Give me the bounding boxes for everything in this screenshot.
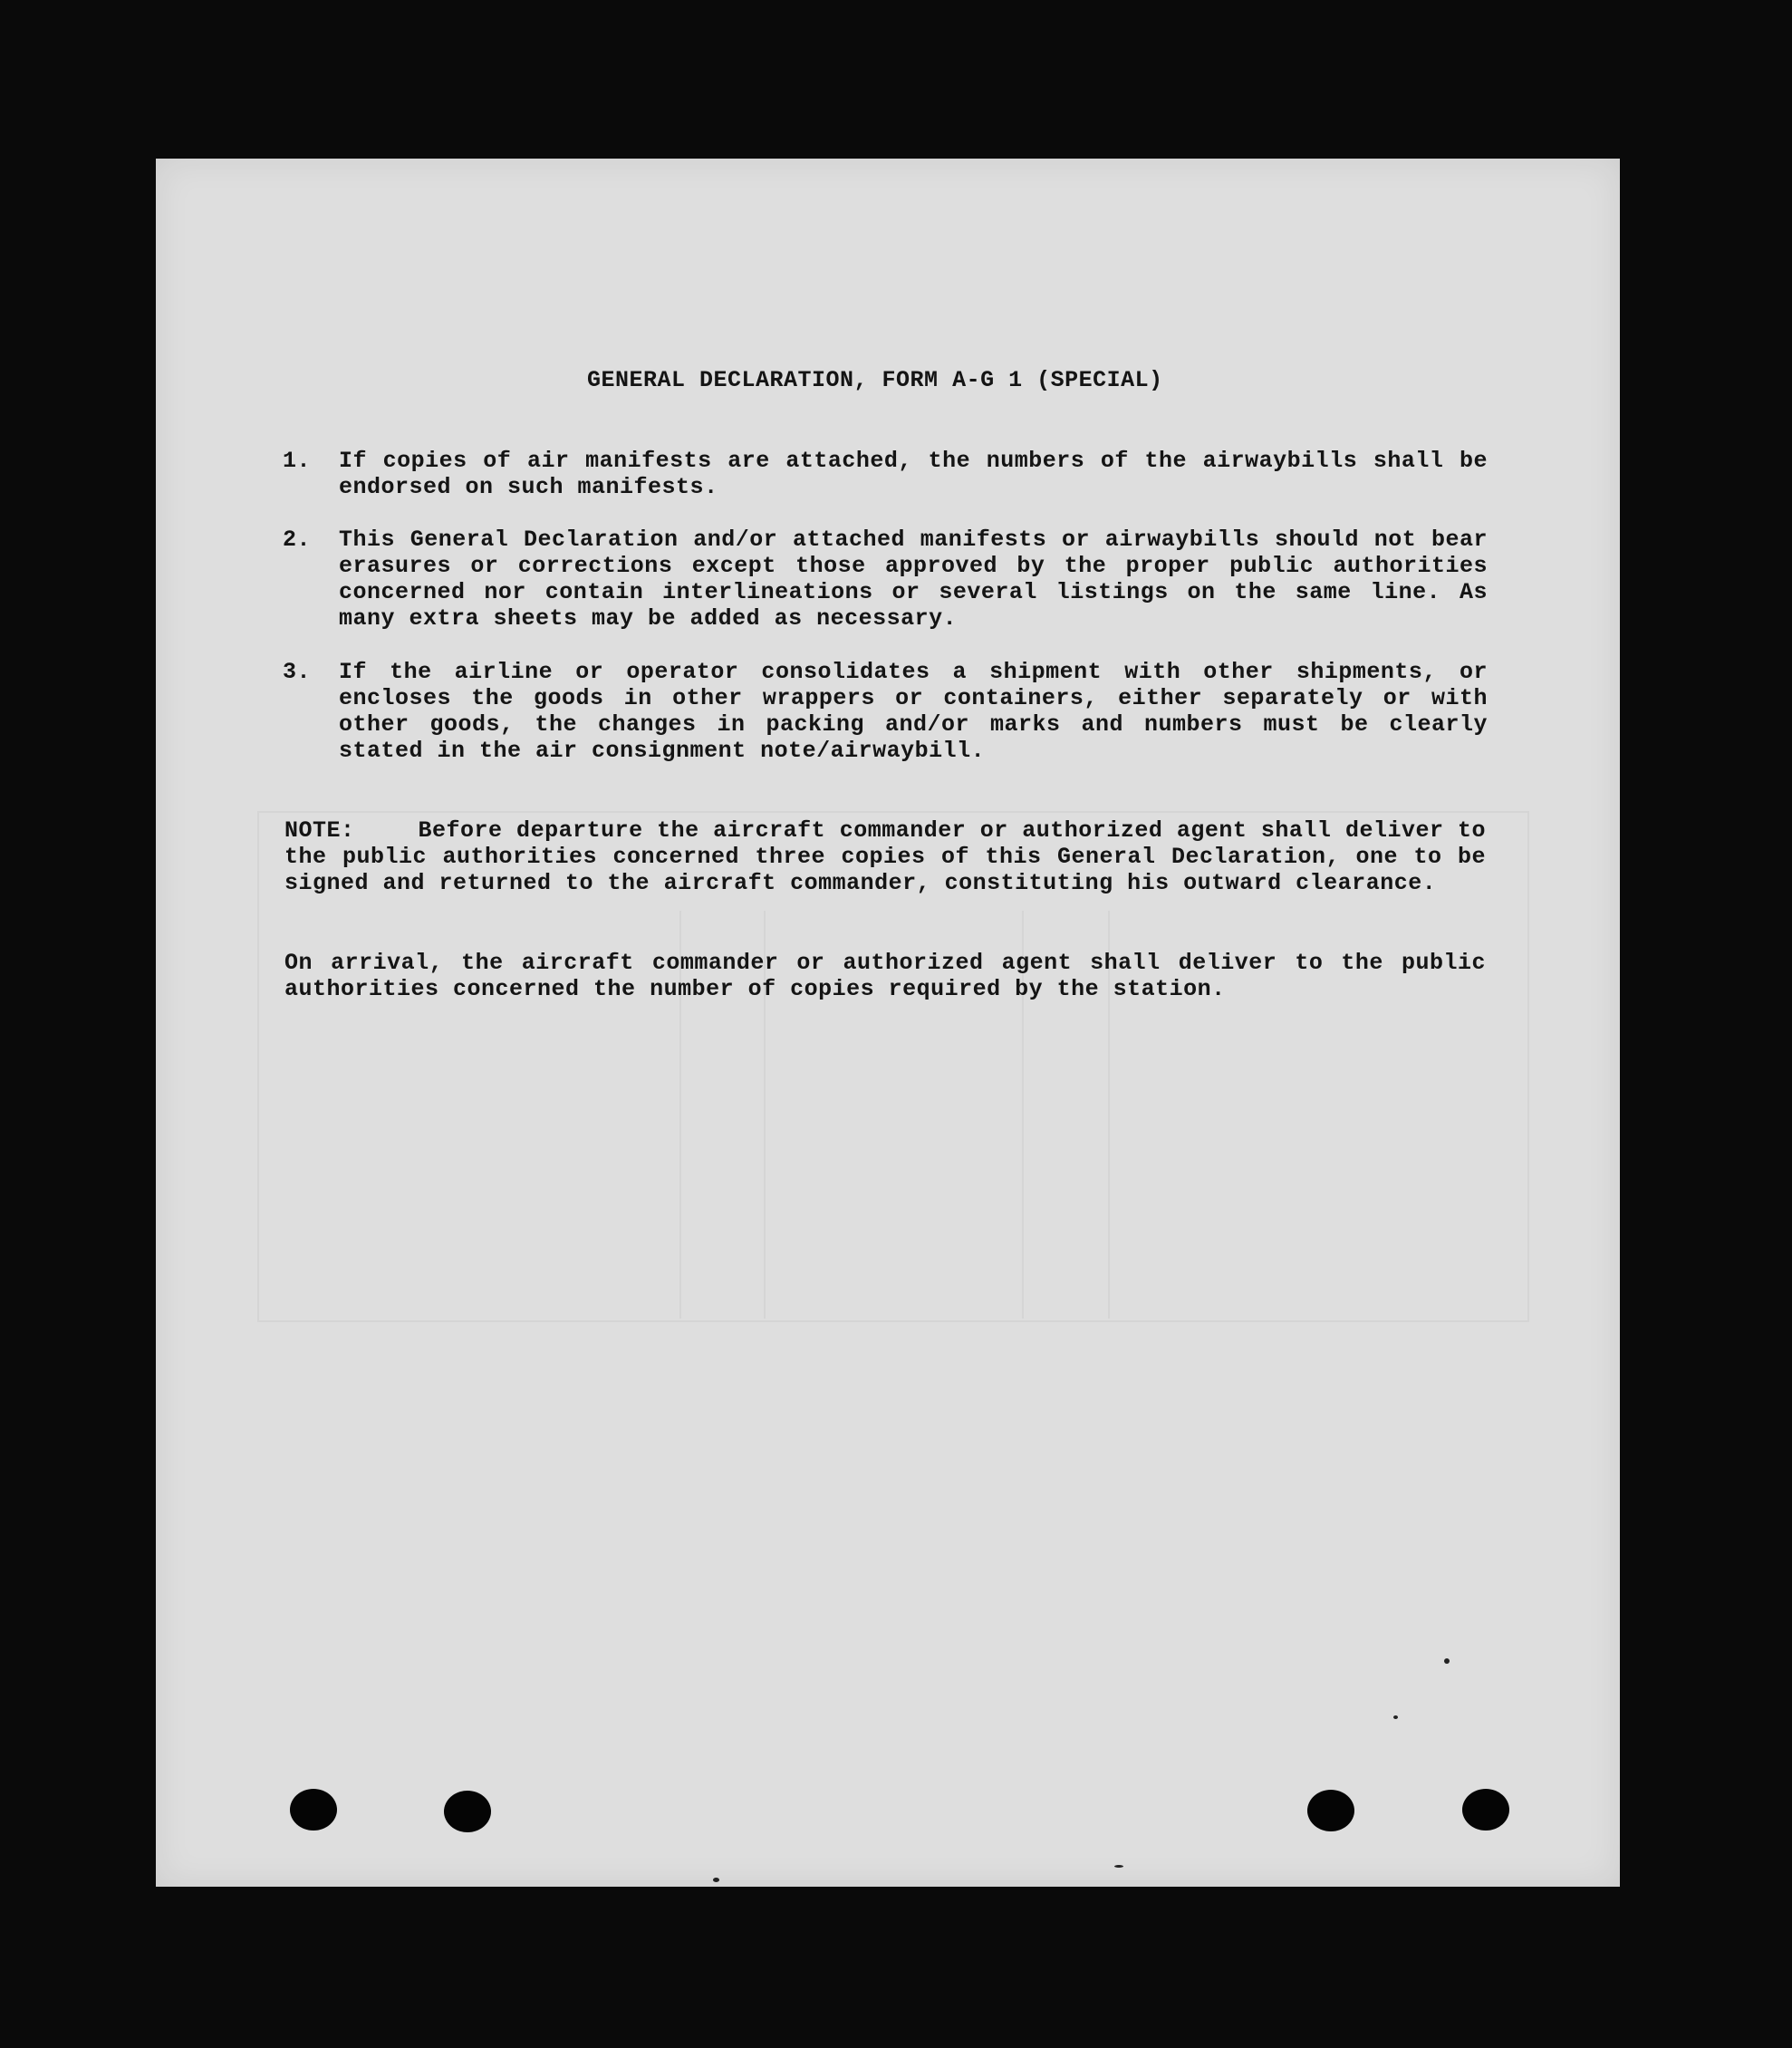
punch-hole [1462, 1789, 1509, 1831]
scan-speck [1393, 1715, 1398, 1719]
punch-hole [444, 1791, 491, 1832]
note-label: NOTE: [284, 817, 355, 844]
item-number: 3. [283, 659, 312, 685]
scan-speck [713, 1878, 719, 1882]
punch-hole [290, 1789, 337, 1831]
item-text: If the airline or operator consolidates a shipment with other shipments, or encloses the goods in other wrappers or containers, either separately or with other goods, the changes in packing and/or marks and numbers must be clearly stated in the air consignment note/airwaybill. [339, 659, 1488, 764]
note-paragraph [284, 817, 1486, 896]
item-text: If copies of air manifests are attached, the numbers of the airwaybills shall be endorsed on such manifests. [339, 448, 1488, 500]
item-text: This General Declaration and/or attached manifests or airwaybills should not bear erasures or corrections except those approved by the proper public authorities concerned nor contain interlineations or several listings on the same line. As many extra sheets may be added as necessary. [339, 526, 1488, 632]
item-number: 1. [283, 448, 312, 474]
note-text: Before departure the aircraft commander or authorized agent shall deliver to the public authorities concerned three copies of this General Declaration, one to be signed and returned to the aircraft commander, constituting his outward clearance. [284, 817, 1486, 896]
punch-hole [1307, 1790, 1354, 1831]
document-title: GENERAL DECLARATION, FORM A-G 1 (SPECIAL) [587, 367, 1163, 393]
arrival-paragraph: On arrival, the aircraft commander or authorized agent shall deliver to the public authorities concerned the number of copies required by the station. [284, 950, 1486, 1002]
scan-speck [1114, 1865, 1123, 1868]
scan-speck [1444, 1658, 1450, 1664]
item-number: 2. [283, 526, 312, 553]
